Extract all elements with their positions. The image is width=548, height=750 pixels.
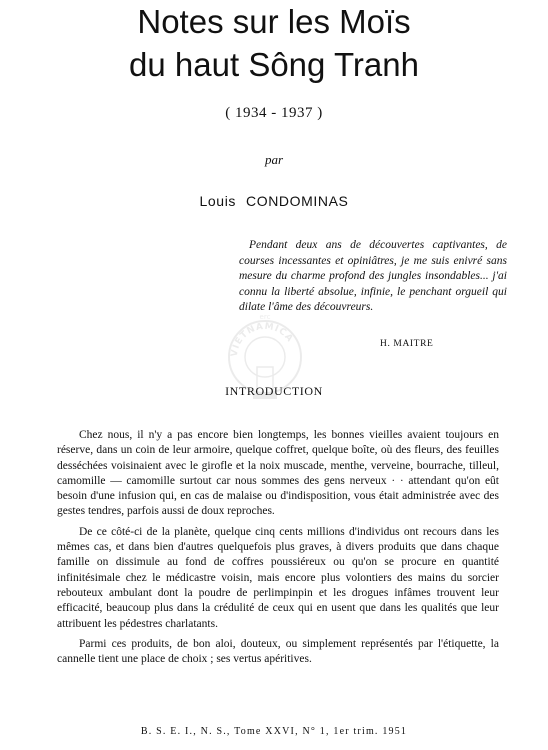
author-given-name: Louis xyxy=(199,193,236,209)
journal-citation: B. S. E. I., N. S., Tome XXVI, N° 1, 1er trim. 1951 xyxy=(140,726,408,737)
body-paragraph: Parmi ces produits, de bon aloi, douteux, ou simplement représentés par l'étiquette, la cannelle tient une place de choix ; ses vertus apéritives. xyxy=(57,637,499,666)
body-paragraph: Chez nous, il n'y a pas encore bien longtemps, les bonnes vieilles avaient toujours en réserve, dans un coin de leur armoire, quelque coffret, quelque boîte, où des fleurs, des feuilles desséchées voisinaient avec le girofle et la noix muscade, menthe, verveine, bourrache, tilleul, camomille — camomille surtout car nous sommes des gens nerveux · · attendant qu'on eût besoin d'une infusion qui, en cas de malaise ou d'indisposition, vous était administrée avec des gestes tendres, parfois aussi de doux reproches. xyxy=(57,429,499,518)
article-title-line-1: Notes sur les Moïs xyxy=(137,3,411,40)
watermark-small-label: erc xyxy=(259,313,271,321)
body-text xyxy=(57,428,499,672)
article-dates: ( 1934 - 1937 ) xyxy=(225,105,323,121)
watermark-label: VIETNAMICA xyxy=(229,321,295,358)
body-paragraph: De ce côté-ci de la planète, quelque cinq cents millions d'individus ont recours dans les mêmes cas, et dans bien d'autres quelquefois plus graves, à divers produits que dans chaque famille on dissimule au fond de coffres poussiéreux ou qu'on se procure en quantité infinitésimale chez le médicastre voisin, mais encore plus volontiers des mains du sorcier rebouteux ambulant dont la poudre de perlimpinpin et les drogues infâmes trouvent leur efficacité, beaucoup plus dans la crédulité de ceux qui en usent que dans les qualités que leur attribuent les pédestres charlatants. xyxy=(57,525,499,630)
author-family-name: CONDOMINAS xyxy=(246,193,349,209)
epigraph-quote: Pendant deux ans de découvertes captivantes, de courses incessantes et opiniâtres, je me suis enivré sans mesure du charme profond des jungles insondables... j'ai connu la liberté absolue, infinie, le penchant orgueil qui dilate l'âme des découvreurs. xyxy=(239,239,507,314)
epigraph-author: H. MAITRE xyxy=(380,339,434,349)
article-title-line-2: du haut Sông Tranh xyxy=(129,46,419,83)
section-heading-introduction: INTRODUCTION xyxy=(225,384,323,398)
byline-par: par xyxy=(264,152,284,167)
author-name xyxy=(0,193,548,209)
